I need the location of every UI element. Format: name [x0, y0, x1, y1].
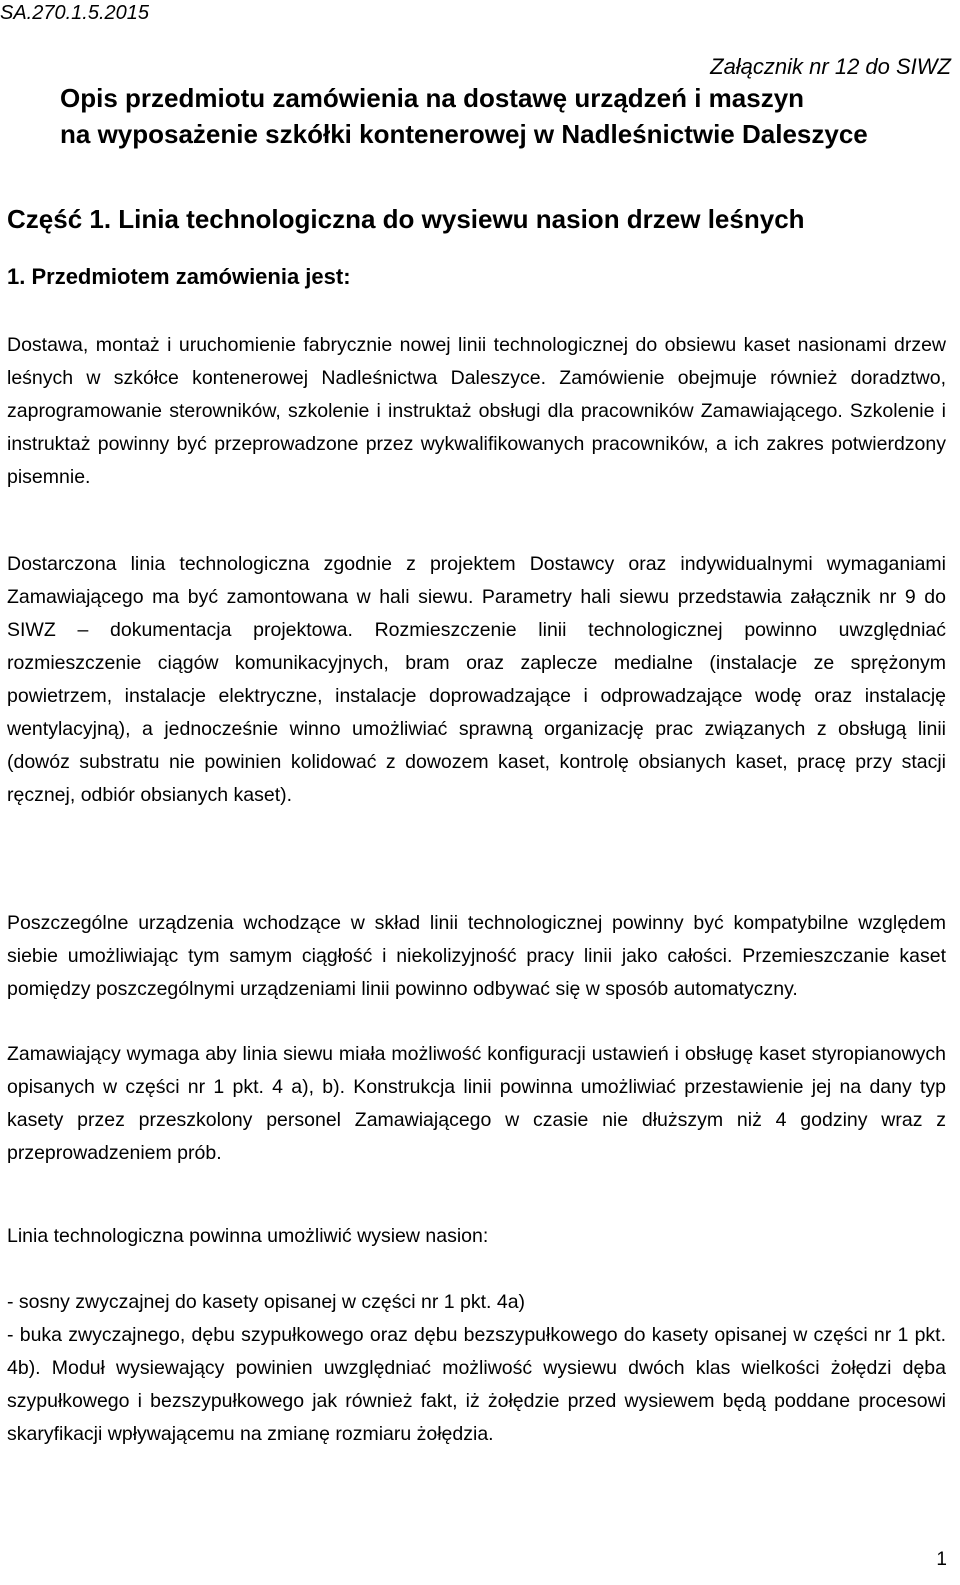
annex-label: Załącznik nr 12 do SIWZ	[710, 54, 951, 79]
paragraph-installation	[7, 548, 946, 812]
list-item-beech-oak	[7, 1319, 946, 1451]
paragraph: Linia technologiczna powinna umożliwić wysiew nasion:	[7, 1225, 489, 1247]
paragraph-seeding	[7, 1220, 946, 1253]
list-item: - sosny zwyczajnej do kasety opisanej w części nr 1 pkt. 4a)	[7, 1291, 526, 1313]
document-reference: SA.270.1.5.2015	[0, 2, 150, 24]
list-item: - buka zwyczajnego, dębu szypułkowego oraz dębu bezszypułkowego do kasety opisanej w części nr 1 pkt. 4b). Moduł wysiewający powinien uwzględniać możliwość wysiewu dwóch klas wielkości żołędzi dęba szypułkowego i bezszypułkowego jak również fakt, iż żołędzie przed wysiewem będą poddane procesowi skaryfikacji wpływającemu na zmianę rozmiaru żołędzia.	[7, 1324, 946, 1445]
title-line-1: Opis przedmiotu zamówienia na dostawę urządzeń i maszyn	[60, 83, 805, 113]
paragraph: Zamawiający wymaga aby linia siewu miała możliwość konfiguracji ustawień i obsługę kaset styropianowych opisanych w części nr 1 pkt. 4 a), b). Konstrukcja linii powinna umożliwiać przestawienie jej na dany typ kasety przez przeszkolony personel Zamawiającego w czasie nie dłuższym niż 4 godziny wraz z przeprowadzeniem prób.	[7, 1043, 946, 1164]
section-heading: 1. Przedmiotem zamówienia jest:	[7, 264, 351, 289]
page-number: 1	[936, 1549, 947, 1570]
paragraph: Dostawa, montaż i uruchomienie fabrycznie nowej linii technologicznej do obsiewu kaset nasionami drzew leśnych w szkółce kontenerowej Nadleśnictwa Daleszyce. Zamówienie obejmuje również doradztwo, zaprogramowanie sterowników, szkolenie i instruktaż obsługi dla pracowników Zamawiającego. Szkolenie i instruktaż powinny być przeprowadzone przez wykwalifikowanych pracowników, a ich zakres potwierdzony pisemnie.	[7, 334, 946, 488]
paragraph-configuration	[7, 1038, 946, 1170]
paragraph: Poszczególne urządzenia wchodzące w skład linii technologicznej powinny być kompatybilne względem siebie umożliwiając tym samym ciągłość i niekolizyjność pracy linii jako całości. Przemieszczanie kaset pomiędzy poszczególnymi urządzeniami linii powinno odbywać się w sposób automatyczny.	[7, 912, 946, 1000]
paragraph: Dostarczona linia technologiczna zgodnie z projektem Dostawcy oraz indywidualnymi wymaganiami Zamawiającego ma być zamontowana w hali siewu. Parametry hali siewu przedstawia załącznik nr 9 do SIWZ – dokumentacja projektowa. Rozmieszczenie linii technologicznej powinno uwzględniać rozmieszczenie ciągów komunikacyjnych, bram oraz zaplecze medialne (instalacje ze sprężonym powietrzem, instalacje elektryczne, instalacje doprowadzające i odprowadzające wodę oraz instalację wentylacyjną), a jednocześnie winno umożliwiać sprawną organizację prac związanych z obsługą linii (dowóz substratu nie powinien kolidować z dowozem kaset, kontrolę obsianych kaset, pracę przy stacji ręcznej, odbiór obsianych kaset).	[7, 553, 946, 806]
document-title	[60, 80, 940, 152]
paragraph-scope	[7, 329, 946, 494]
paragraph-compatibility	[7, 907, 946, 1006]
title-line-2: na wyposażenie szkółki kontenerowej w Nadleśnictwie Daleszyce	[60, 119, 868, 149]
part-heading: Część 1. Linia technologiczna do wysiewu nasion drzew leśnych	[7, 204, 805, 234]
list-item-pine	[7, 1286, 946, 1319]
